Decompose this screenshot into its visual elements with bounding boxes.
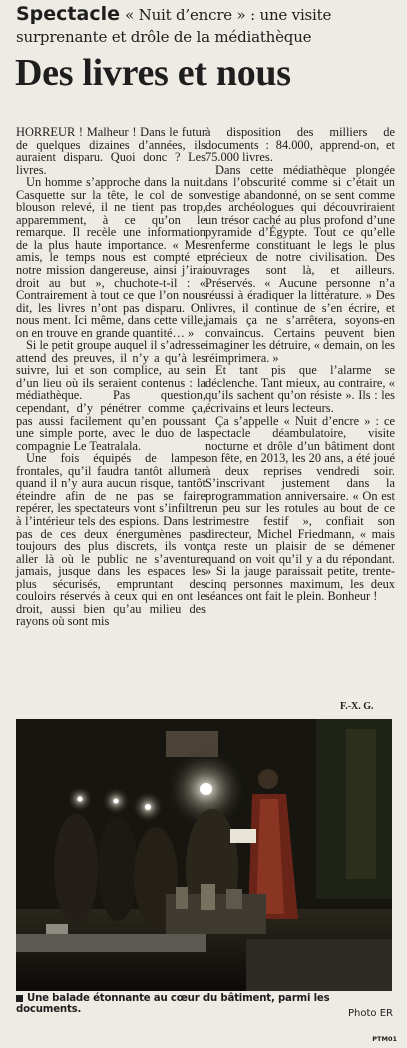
- article-paragraph: HORREUR ! Malheur ! Dans le futur de quelques dizaines d’années, ils auraient disparu. Quoi donc ? Les livres.: [16, 125, 206, 177]
- photo-credit: Photo ER: [348, 1008, 393, 1019]
- article-paragraph: Un homme s’approche dans la nuit. Casquette sur la tête, le col de son blouson relevé, il ne tient pas trop, apparemment, à ce qu’on le remarque. Il recèle une information de la plus haute importance. « Mes amis, le temps nous est compté et notre mission dangereuse, ainsi j’irai droit au but », chuchote-t-il : « Contrairement à tout ce que l’on nous dit, les livres n’ont pas disparu. On nous ment. Ici même, dans cette ville, on en trouve en grande quantité… »: [16, 175, 206, 340]
- article-subtitle: « Nuit d’encre » : une visite surprenante et drôle de la médiathèque: [16, 6, 332, 46]
- article-paragraph: Dans cette médiathèque plongée dans l’obscurité comme si c’était un vestige abandonné, on se sent comme des archéologues qui découvriraient un trésor caché au plus profond d’une pyramide d’Égypte. Tout ce qu’elle renferme constituant le legs le plus précieux de notre civilisation. Des ouvrages sont là, et ailleurs. Préservés. « Aucune personne n’a réussi à éradiquer la littérature. » Des livres, il continue de s’en écrire, et jamais ça ne s’arrêtera, soyons-en convaincus. Certains peuvent bien imaginer les détruire, « demain, on les réimprimera. »: [205, 162, 395, 365]
- article-column-right: [205, 126, 395, 603]
- rubric-label: Spectacle: [16, 3, 120, 25]
- caption-square-icon: [16, 995, 23, 1002]
- theatre-scene-illustration: [16, 719, 392, 991]
- article-column-left: [16, 126, 206, 628]
- author-signature: F.-X. G.: [340, 701, 374, 712]
- photo-caption-text: Une balade étonnante au cœur du bâtiment, parmi les documents.: [16, 993, 330, 1015]
- article-paragraph: Une fois équipés de lampes frontales, qu’il faudra tantôt allumer quand il n’y aura aucun risque, tantôt éteindre afin de ne pas se faire repérer, les spectateurs vont s’infiltrer à l’intérieur tels des espions. Dans les pas de ces deux énergumènes pas toujours des plus discrets, ils vont aller là où le public ne s’aventure jamais, jusque dans les espaces les plus sécurisés, empruntant des couloirs réservés à ceux qui en ont le droit, aussi bien qu’au milieu des rayons où sont mis: [16, 451, 206, 629]
- article-paragraph: à disposition des milliers de documents : 84.000, apprend-on, et 75.000 livres.: [205, 125, 395, 165]
- article-paragraph: Et tant pis que l’alarme se déclenche. Tant mieux, au contraire, « qu’ils sachent qu’on résiste ». Ils : les écrivains et leurs lecteurs.: [205, 363, 395, 416]
- article-headline: Des livres et nous: [15, 52, 291, 94]
- article-paragraph: Ça s’appelle « Nuit d’encre » : ce spectacle déambulatoire, visite nocturne et drôle d’un bâtiment dont on fête, en 2013, les 20 ans, a été joué à deux reprises vendredi soir. S’inscrivant justement dans la programmation anniversaire. « On est un peu sur les rotules au bout de ce trimestre festif », confiait son directeur, Michel Friedmann, « mais ça reste un plaisir de se démener quand on voit qu’il y a du répondant. » Si la jauge paraissait petite, trente-cinq personnes maximum, les deux séances ont fait le plein. Bonheur !: [205, 413, 395, 604]
- photo-caption: [16, 993, 396, 1015]
- article-kicker: [16, 4, 401, 48]
- article-photo: [16, 719, 392, 991]
- page-code: PTM01: [372, 1035, 397, 1043]
- article-paragraph: Si le petit groupe auquel il s’adresse attend des preuves, il n’y a qu’à les suivre, lui et son complice, au sein d’un lieu où ils seraient contenus : la médiathèque. Pas question, cependant, d’y pénétrer comme ça, pas aussi facilement qu’en poussant une simple porte, avec le duo de la compagnie Le Teatralala.: [16, 338, 206, 453]
